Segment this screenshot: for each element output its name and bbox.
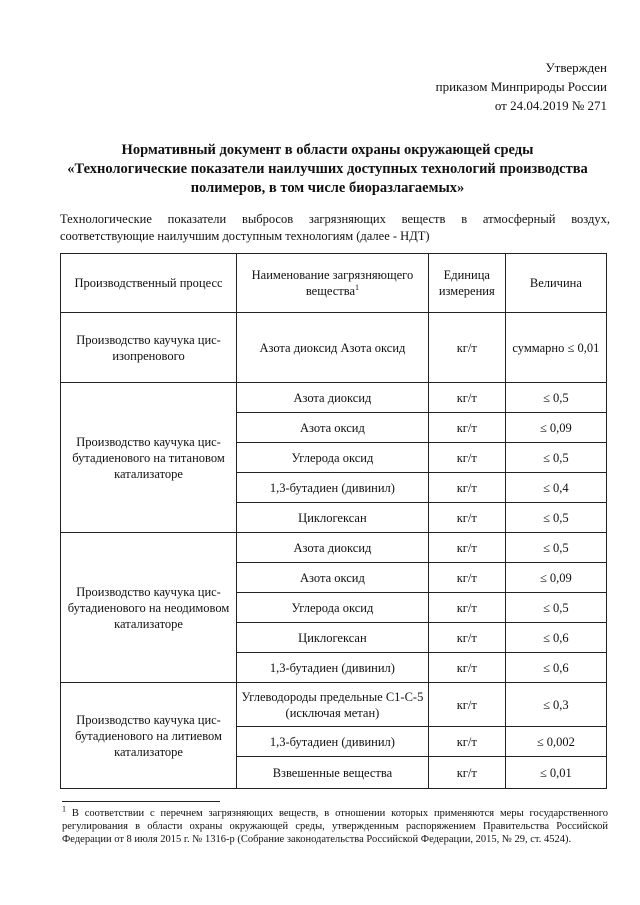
cell-value: ≤ 0,5 — [505, 533, 606, 563]
cell-unit: кг/т — [428, 413, 505, 443]
intro-paragraph: Технологические показатели выбросов загрязняющих веществ в атмосферный воздух, соответствующие наилучшим доступным технологиям (далее - НДТ) — [60, 212, 610, 243]
table-header-row — [61, 254, 607, 313]
cell-pollutant: Углеводороды предельные С1-С-5 (исключая метан) — [237, 683, 429, 727]
cell-process: Производство каучука цис-бутадиенового на литиевом катализаторе — [61, 683, 237, 789]
footnote-text: В соответствии с перечнем загрязняющих веществ, в отношении которых применяются меры государственного регулирования в области охраны окружающей среды, утвержденным распоряжением Правительства Российской Федерации от 8 июля 2015 г. № 1316-р (Собрание законодательства Российской Федерации, 2015, № 29, ст. 4524). — [62, 808, 609, 845]
cell-pollutant: 1,3-бутадиен (дивинил) — [237, 653, 429, 683]
cell-pollutant: 1,3-бутадиен (дивинил) — [237, 473, 429, 503]
emissions-table — [60, 253, 607, 789]
cell-pollutant: Взвешенные вещества — [237, 757, 429, 789]
cell-pollutant: Азота оксид — [237, 563, 429, 593]
footnote-divider — [62, 801, 220, 802]
approval-line-1: Утвержден — [545, 60, 607, 75]
cell-value: ≤ 0,09 — [505, 563, 606, 593]
header-unit: Единица измерения — [428, 254, 505, 313]
cell-value: ≤ 0,6 — [505, 623, 606, 653]
cell-unit: кг/т — [428, 473, 505, 503]
cell-unit: кг/т — [428, 563, 505, 593]
table-row — [61, 533, 607, 563]
header-value: Величина — [505, 254, 606, 313]
cell-value: ≤ 0,6 — [505, 653, 606, 683]
cell-process: Производство каучука цис-изопренового — [61, 313, 237, 383]
cell-unit: кг/т — [428, 383, 505, 413]
footnote-mark: 1 — [62, 804, 66, 814]
cell-value: ≤ 0,3 — [505, 683, 606, 727]
cell-unit: кг/т — [428, 313, 505, 383]
cell-value: ≤ 0,09 — [505, 413, 606, 443]
cell-value: ≤ 0,5 — [505, 383, 606, 413]
header-process: Производственный процесс — [61, 254, 237, 313]
cell-unit: кг/т — [428, 757, 505, 789]
cell-pollutant: Азота диоксид — [237, 383, 429, 413]
cell-process: Производство каучука цис-бутадиенового на неодимовом катализаторе — [61, 533, 237, 683]
cell-value: ≤ 0,4 — [505, 473, 606, 503]
cell-unit: кг/т — [428, 623, 505, 653]
footnote-ref: 1 — [355, 282, 360, 292]
cell-value: ≤ 0,5 — [505, 593, 606, 623]
cell-unit: кг/т — [428, 683, 505, 727]
cell-process: Производство каучука цис-бутадиенового на титановом катализаторе — [61, 383, 237, 533]
cell-pollutant: Циклогексан — [237, 503, 429, 533]
title-line-3: полимеров, в том числе биоразлагаемых» — [190, 180, 465, 196]
cell-pollutant: Азота диоксид Азота оксид — [237, 313, 429, 383]
cell-unit: кг/т — [428, 653, 505, 683]
cell-pollutant: Циклогексан — [237, 623, 429, 653]
cell-unit: кг/т — [428, 593, 505, 623]
approval-line-2: приказом Минприроды России — [435, 79, 607, 94]
document-title — [40, 141, 615, 198]
cell-value: ≤ 0,5 — [505, 443, 606, 473]
cell-pollutant: Углерода оксид — [237, 593, 429, 623]
approval-stamp — [436, 58, 607, 115]
table-body — [61, 313, 607, 789]
title-line-1: Нормативный документ в области охраны окружающей среды — [121, 142, 534, 158]
cell-pollutant: Углерода оксид — [237, 443, 429, 473]
cell-pollutant: 1,3-бутадиен (дивинил) — [237, 727, 429, 757]
cell-unit: кг/т — [428, 503, 505, 533]
cell-pollutant: Азота диоксид — [237, 533, 429, 563]
table-row — [61, 683, 607, 727]
table-row — [61, 313, 607, 383]
title-line-2: «Технологические показатели наилучших доступных технологий производства — [67, 161, 588, 177]
cell-value: суммарно ≤ 0,01 — [505, 313, 606, 383]
cell-unit: кг/т — [428, 443, 505, 473]
cell-pollutant: Азота оксид — [237, 413, 429, 443]
cell-value: ≤ 0,5 — [505, 503, 606, 533]
cell-unit: кг/т — [428, 727, 505, 757]
table-row — [61, 383, 607, 413]
footnote — [62, 804, 609, 846]
header-pollutant: Наименование загрязняющего вещества$^1$ — [237, 254, 429, 313]
approval-line-3: от 24.04.2019 № 271 — [494, 98, 607, 113]
cell-unit: кг/т — [428, 533, 505, 563]
cell-value: ≤ 0,002 — [505, 727, 606, 757]
cell-value: ≤ 0,01 — [505, 757, 606, 789]
